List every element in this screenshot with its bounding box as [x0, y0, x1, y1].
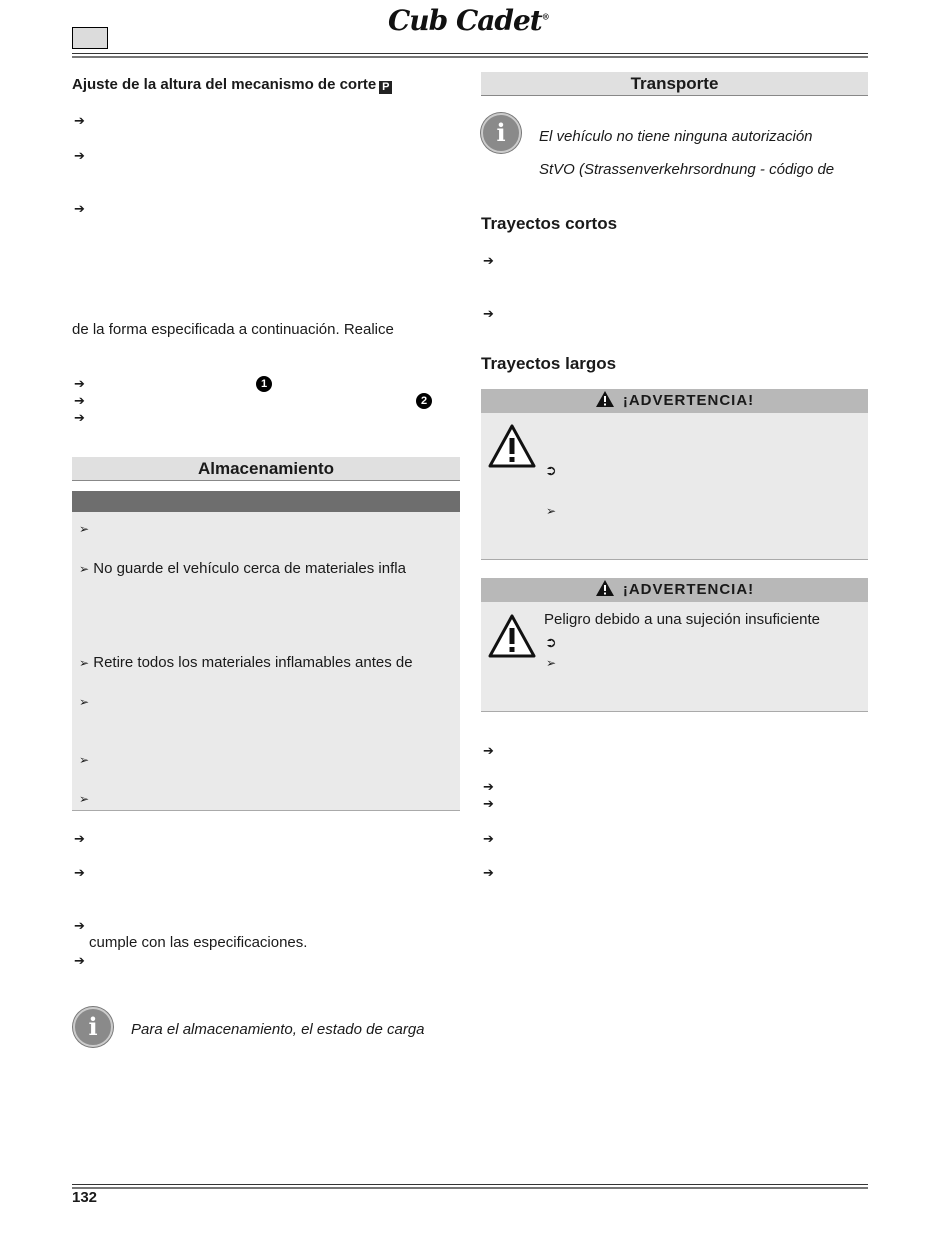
warning-text: Peligro debido a una sujeción insuficiente: [544, 611, 821, 628]
arrow-bullet: ➔: [74, 201, 85, 216]
arrow-bullet: ➔: [74, 113, 85, 128]
arrow-bullet: ➔: [483, 253, 494, 268]
step-number-1: 1: [256, 376, 272, 392]
warning-icon: [595, 390, 615, 408]
brand-mark: ®: [541, 11, 549, 22]
warning-label: ¡ADVERTENCIA!: [622, 392, 755, 409]
arrow-bullet: ➔: [74, 953, 85, 968]
long-trips-heading: Trayectos largos: [481, 354, 617, 373]
short-trips-heading: Trayectos cortos: [481, 214, 618, 233]
step-number-2: 2: [416, 393, 432, 409]
brand-logo: [388, 4, 549, 37]
warning-arrow-bullet: ➲: [545, 462, 557, 478]
arrow-bullet: ➔: [483, 865, 494, 880]
storage-item-text: No guarde el vehículo cerca de materiales infla: [93, 560, 406, 577]
warning-icon: [595, 579, 615, 597]
arrow-bullet: ➔: [483, 796, 494, 811]
warning-arrow-bullet: ➲: [545, 634, 557, 650]
instruction-text: de la forma especificada a continuación. Realice: [72, 321, 394, 338]
triangle-bullet: ➢: [79, 695, 90, 709]
warning-header: [481, 389, 868, 413]
triangle-bullet: ➢: [79, 656, 90, 670]
storage-item: [79, 560, 406, 577]
storage-note-box: [72, 491, 460, 811]
warning-triangle-icon: [487, 613, 537, 659]
triangle-bullet: ➢: [546, 504, 557, 518]
cutting-height-heading-text: Ajuste de la altura del mecanismo de corte: [72, 76, 377, 93]
spec-text: cumple con las especificaciones.: [89, 934, 308, 951]
info-icon: i: [481, 113, 521, 153]
storage-note-header: [72, 491, 460, 512]
warning-header: [481, 578, 868, 602]
arrow-bullet: ➔: [483, 779, 494, 794]
arrow-bullet: ➔: [74, 865, 85, 880]
cutting-height-heading: [72, 76, 392, 94]
footer-rule-thick: [72, 1187, 868, 1189]
brand-name: Cub Cadet: [388, 4, 542, 37]
header-rule-thick: [72, 56, 868, 58]
warning-box: [481, 389, 868, 560]
arrow-bullet: ➔: [74, 410, 85, 425]
arrow-bullet: ➔: [74, 831, 85, 846]
warning-label: ¡ADVERTENCIA!: [622, 581, 755, 598]
triangle-bullet: ➢: [546, 656, 557, 670]
storage-item: [79, 654, 413, 671]
triangle-bullet: ➢: [79, 562, 90, 576]
arrow-bullet: ➔: [483, 743, 494, 758]
storage-info-text: Para el almacenamiento, el estado de carga: [131, 1021, 425, 1038]
footer-rule: [72, 1184, 868, 1185]
arrow-bullet: ➔: [74, 376, 85, 391]
p-badge: P: [379, 81, 392, 94]
arrow-bullet: ➔: [74, 148, 85, 163]
transport-section-title: Transporte: [481, 72, 868, 96]
storage-item-text: Retire todos los materiales inflamables antes de: [93, 654, 413, 671]
triangle-bullet: ➢: [79, 753, 90, 767]
storage-section-title: Almacenamiento: [72, 457, 460, 481]
arrow-bullet: ➔: [483, 831, 494, 846]
arrow-bullet: ➔: [74, 918, 85, 933]
info-icon: i: [73, 1007, 113, 1047]
triangle-bullet: ➢: [79, 522, 90, 536]
warning-triangle-icon: [487, 423, 537, 469]
arrow-bullet: ➔: [483, 306, 494, 321]
transport-info-line: El vehículo no tiene ninguna autorización: [539, 128, 813, 145]
header-rule: [72, 53, 868, 54]
arrow-bullet: ➔: [74, 393, 85, 408]
transport-info-line: StVO (Strassenverkehrsordnung - código de: [539, 161, 835, 178]
page-number: 132: [72, 1189, 98, 1206]
language-box: [72, 27, 108, 49]
triangle-bullet: ➢: [79, 792, 90, 806]
